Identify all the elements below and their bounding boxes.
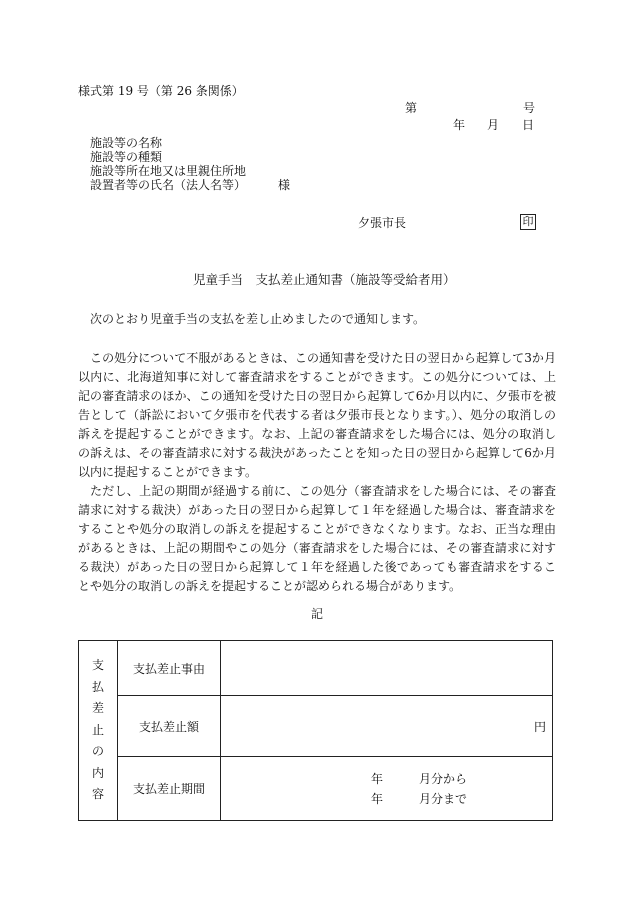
table-row-reason	[79, 641, 553, 696]
side-label-char: 払	[91, 679, 104, 694]
period-to	[221, 789, 552, 809]
form-number: 様式第 19 号（第 26 条関係）	[78, 84, 244, 98]
document-title: 児童手当 支払差止通知書（施設等受給者用）	[193, 272, 456, 287]
side-label-cell	[79, 641, 118, 821]
doc-number-prefix: 第	[405, 101, 418, 115]
table-row-amount	[79, 696, 553, 757]
amount-label: 支払差止額	[118, 696, 221, 757]
date-day: 日	[522, 118, 535, 132]
facility-name-label: 施設等の名称	[90, 136, 163, 150]
period-to-year: 年	[371, 791, 384, 806]
reason-label: 支払差止事由	[118, 641, 221, 696]
suspension-details-table	[78, 640, 553, 821]
period-from	[221, 769, 552, 789]
appeal-paragraphs	[78, 349, 556, 596]
amount-unit: 円	[221, 696, 553, 757]
side-label-char: の	[91, 744, 104, 759]
period-to-suffix: 月分まで	[419, 791, 468, 806]
side-label-char: 容	[91, 787, 104, 802]
side-label-char: 差	[91, 701, 104, 716]
appeal-paragraph-1: この処分について不服があるときは、この通知書を受けた日の翌日から起算して3か月以内に、北海道知事に対して審査請求をすることができます。この処分については、上記の審査請求のほか、この通知を受けた日の翌日から起算して6か月以内に、夕張市を被告として（訴訟において夕張市を代表する者は夕張市長となります。）、処分の取消しの訴えを提起することができます。なお、上記の審査請求をした場合には、処分の取消しの訴えは、その審査請求に対する裁決があったことを知った日の翌日から起算して6か月以内に提起することができます。	[78, 351, 556, 479]
date-year: 年	[453, 118, 466, 132]
table-row-period	[79, 757, 553, 821]
period-label: 支払差止期間	[118, 757, 221, 821]
notice-text: 次のとおり児童手当の支払を差し止めましたので通知します。	[90, 312, 426, 326]
honorific: 様	[278, 178, 291, 192]
facility-type-label: 施設等の種類	[90, 150, 163, 164]
issuer-title: 夕張市長	[358, 216, 407, 230]
side-label-char: 内	[91, 765, 104, 780]
side-label-char: 止	[91, 722, 104, 737]
reason-value	[221, 641, 553, 696]
appeal-paragraph-2: ただし、上記の期間が経過する前に、この処分（審査請求をした場合には、その審査請求に対する裁決）があった日の翌日から起算して１年を経過した場合は、審査請求をすることや処分の取消しの訴えを提起することができなくなります。なお、正当な理由があるときは、上記の期間やこの処分（審査請求をした場合には、その審査請求に対する裁決）があった日の翌日から起算して１年を経過した後であっても審査請求をすることや処分の取消しの訴えを提起することが認められる場合があります。	[78, 484, 556, 593]
date-month: 月	[487, 118, 500, 132]
seal-mark: 印	[520, 214, 536, 230]
side-label-char: 支	[91, 658, 104, 673]
owner-name-label: 設置者等の氏名（法人名等）	[90, 178, 247, 192]
ki-marker: 記	[311, 607, 324, 621]
period-value	[221, 757, 553, 821]
doc-number-suffix: 号	[523, 101, 536, 115]
period-from-year: 年	[371, 771, 384, 786]
facility-address-label: 施設等所在地又は里親住所地	[90, 164, 247, 178]
period-from-suffix: 月分から	[419, 771, 468, 786]
